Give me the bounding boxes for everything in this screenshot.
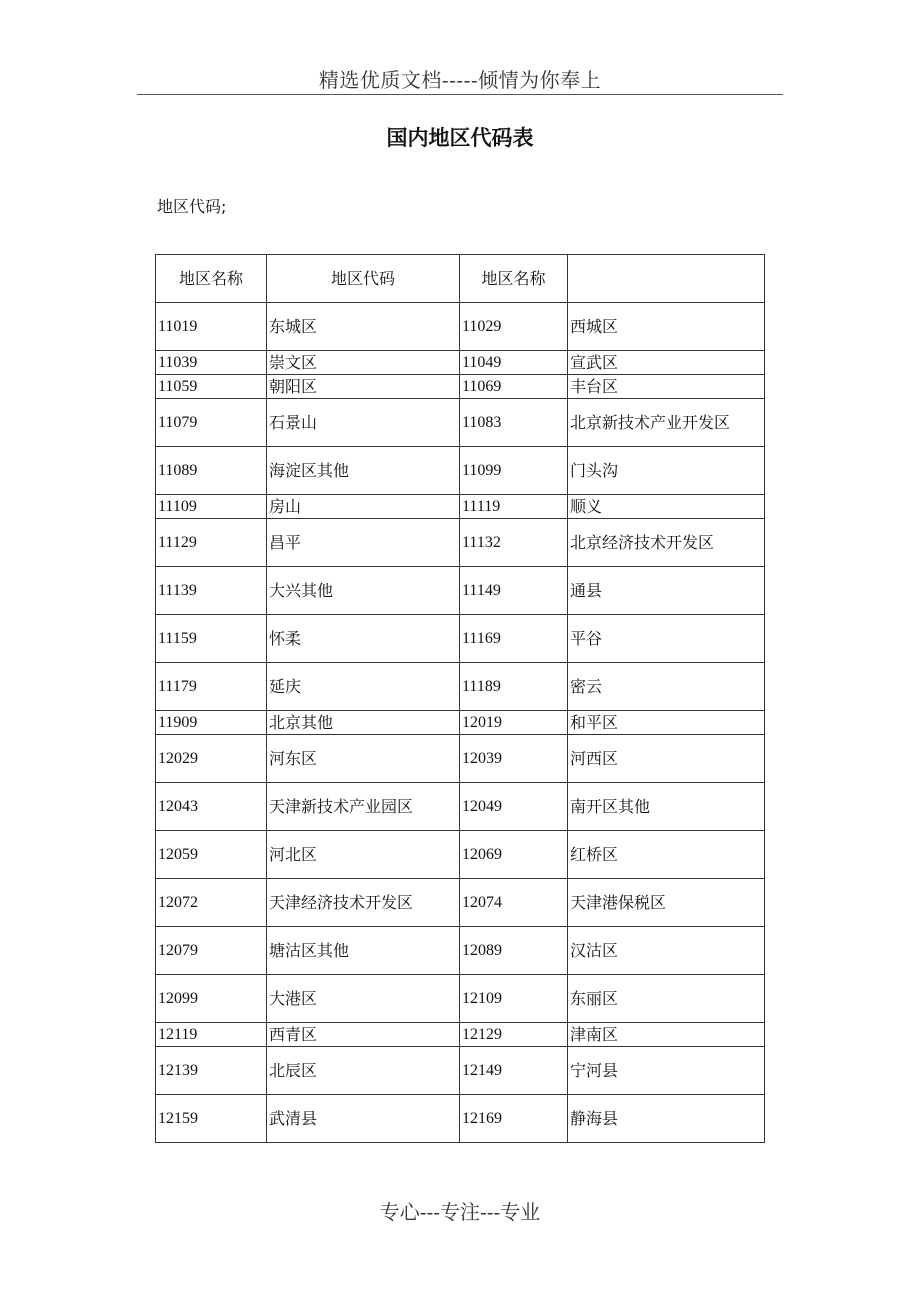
region-code-cell: 11083 — [460, 399, 568, 447]
region-name-cell: 天津新技术产业园区 — [267, 783, 460, 831]
region-name-cell: 房山 — [267, 495, 460, 519]
table-row — [156, 1023, 765, 1047]
region-code-cell: 11039 — [156, 351, 267, 375]
region-code-cell: 12089 — [460, 927, 568, 975]
region-code-cell: 12149 — [460, 1047, 568, 1095]
region-code-cell: 12039 — [460, 735, 568, 783]
region-name-cell: 河北区 — [267, 831, 460, 879]
region-name-cell: 门头沟 — [568, 447, 765, 495]
region-name-cell: 静海县 — [568, 1095, 765, 1143]
page-header: 精选优质文档-----倾情为你奉上 — [318, 68, 602, 92]
region-code-cell: 11149 — [460, 567, 568, 615]
table-row — [156, 663, 765, 711]
table-row — [156, 303, 765, 351]
table-row — [156, 711, 765, 735]
region-name-cell: 武清县 — [267, 1095, 460, 1143]
table-row — [156, 927, 765, 975]
table-header-row — [156, 255, 765, 303]
page-footer: 专心---专注---专业 — [379, 1200, 541, 1224]
header-cell: 地区名称 — [156, 255, 267, 303]
region-name-cell: 北京新技术产业开发区 — [568, 399, 765, 447]
table-row — [156, 447, 765, 495]
region-code-cell: 11159 — [156, 615, 267, 663]
region-name-cell: 通县 — [568, 567, 765, 615]
region-code-cell: 11132 — [460, 519, 568, 567]
region-name-cell: 怀柔 — [267, 615, 460, 663]
intro-label: 地区代码; — [157, 197, 227, 216]
region-name-cell: 红桥区 — [568, 831, 765, 879]
region-code-cell: 11139 — [156, 567, 267, 615]
region-code-cell: 11169 — [460, 615, 568, 663]
region-name-cell: 崇文区 — [267, 351, 460, 375]
region-code-cell: 11189 — [460, 663, 568, 711]
region-code-cell: 11089 — [156, 447, 267, 495]
header-cell: 地区代码 — [267, 255, 460, 303]
region-name-cell: 天津经济技术开发区 — [267, 879, 460, 927]
region-name-cell: 东城区 — [267, 303, 460, 351]
header-divider — [137, 94, 783, 95]
region-code-cell: 11179 — [156, 663, 267, 711]
region-code-cell: 11069 — [460, 375, 568, 399]
region-name-cell: 和平区 — [568, 711, 765, 735]
region-code-cell: 12139 — [156, 1047, 267, 1095]
region-code-cell: 12072 — [156, 879, 267, 927]
header-cell: 地区名称 — [460, 255, 568, 303]
region-code-cell: 12019 — [460, 711, 568, 735]
table-row — [156, 375, 765, 399]
document-title: 国内地区代码表 — [386, 126, 534, 150]
region-code-cell: 11109 — [156, 495, 267, 519]
region-name-cell: 东丽区 — [568, 975, 765, 1023]
region-name-cell: 宁河县 — [568, 1047, 765, 1095]
region-name-cell: 密云 — [568, 663, 765, 711]
header-cell — [568, 255, 765, 303]
table-row — [156, 615, 765, 663]
table-row — [156, 735, 765, 783]
region-name-cell: 石景山 — [267, 399, 460, 447]
region-code-cell: 12099 — [156, 975, 267, 1023]
region-name-cell: 汉沽区 — [568, 927, 765, 975]
table-row — [156, 495, 765, 519]
region-name-cell: 津南区 — [568, 1023, 765, 1047]
region-name-cell: 西城区 — [568, 303, 765, 351]
region-code-cell: 11079 — [156, 399, 267, 447]
region-name-cell: 塘沽区其他 — [267, 927, 460, 975]
region-code-cell: 12029 — [156, 735, 267, 783]
region-name-cell: 大港区 — [267, 975, 460, 1023]
region-name-cell: 北辰区 — [267, 1047, 460, 1095]
table-row — [156, 567, 765, 615]
table-row — [156, 831, 765, 879]
region-code-cell: 11029 — [460, 303, 568, 351]
region-code-cell: 12159 — [156, 1095, 267, 1143]
region-code-table — [155, 254, 765, 1143]
table-row — [156, 783, 765, 831]
region-name-cell: 河西区 — [568, 735, 765, 783]
region-name-cell: 平谷 — [568, 615, 765, 663]
table-row — [156, 1047, 765, 1095]
region-name-cell: 北京经济技术开发区 — [568, 519, 765, 567]
table-row — [156, 975, 765, 1023]
region-code-cell: 12129 — [460, 1023, 568, 1047]
region-name-cell: 北京其他 — [267, 711, 460, 735]
region-name-cell: 西青区 — [267, 1023, 460, 1047]
table-row — [156, 879, 765, 927]
table-row — [156, 1095, 765, 1143]
region-code-cell: 12079 — [156, 927, 267, 975]
region-name-cell: 大兴其他 — [267, 567, 460, 615]
region-code-cell: 12059 — [156, 831, 267, 879]
region-name-cell: 河东区 — [267, 735, 460, 783]
region-name-cell: 延庆 — [267, 663, 460, 711]
table-row — [156, 399, 765, 447]
table-row — [156, 351, 765, 375]
region-name-cell: 丰台区 — [568, 375, 765, 399]
region-code-cell: 12109 — [460, 975, 568, 1023]
region-name-cell: 海淀区其他 — [267, 447, 460, 495]
region-code-cell: 11099 — [460, 447, 568, 495]
region-code-cell: 12169 — [460, 1095, 568, 1143]
region-name-cell: 南开区其他 — [568, 783, 765, 831]
region-code-cell: 12049 — [460, 783, 568, 831]
region-code-cell: 11059 — [156, 375, 267, 399]
region-code-cell: 12074 — [460, 879, 568, 927]
region-code-cell: 11019 — [156, 303, 267, 351]
region-name-cell: 昌平 — [267, 519, 460, 567]
region-code-cell: 11129 — [156, 519, 267, 567]
region-code-cell: 11049 — [460, 351, 568, 375]
region-code-cell: 12069 — [460, 831, 568, 879]
table-row — [156, 519, 765, 567]
region-code-cell: 11119 — [460, 495, 568, 519]
region-name-cell: 朝阳区 — [267, 375, 460, 399]
region-name-cell: 天津港保税区 — [568, 879, 765, 927]
region-name-cell: 宣武区 — [568, 351, 765, 375]
region-code-cell: 11909 — [156, 711, 267, 735]
region-code-cell: 12119 — [156, 1023, 267, 1047]
region-name-cell: 顺义 — [568, 495, 765, 519]
region-code-cell: 12043 — [156, 783, 267, 831]
